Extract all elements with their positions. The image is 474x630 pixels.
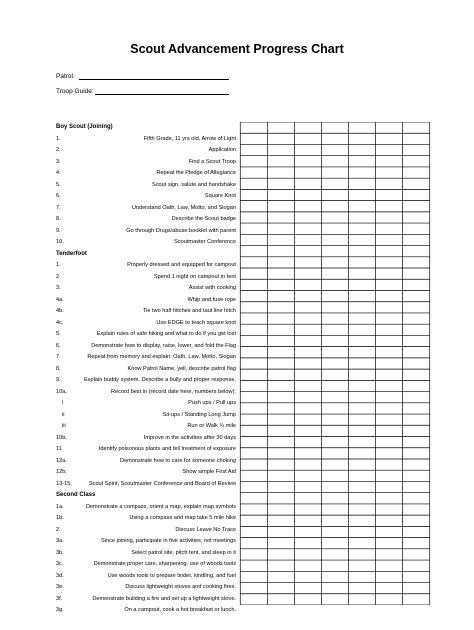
- requirement-text: Run or Walk ¼ mile: [187, 423, 236, 429]
- item-number: 4b.: [56, 308, 64, 314]
- requirement-text: Square Knot: [204, 193, 236, 199]
- requirement-text: Select patrol site, pitch tent, and sleep in it: [131, 549, 236, 556]
- item-number: 8.: [56, 365, 61, 372]
- item-number: 8.: [56, 216, 61, 222]
- item-number: 12b.: [56, 469, 67, 475]
- item-number: 3a.: [56, 538, 64, 544]
- item-number: 3b.: [56, 549, 64, 556]
- requirement-text: Demonstrate a compass, orient a map, explain map symbols: [85, 503, 236, 510]
- progress-grid: [238, 122, 432, 605]
- requirement-text: Use EDGE to teach square knot: [156, 319, 236, 326]
- item-number: 1b.: [56, 515, 64, 521]
- item-number: 3e.: [56, 584, 64, 590]
- requirement-text: Demonstrate building a fire and set up a lightweight stove.: [92, 595, 236, 602]
- requirement-text: Whip and fuse rope: [187, 296, 236, 303]
- requirement-text: Repeat the Pledge of Allegiance: [156, 170, 236, 176]
- item-number: 3c.: [56, 561, 64, 567]
- item-number: i: [62, 400, 64, 406]
- item-number: 6.: [56, 193, 61, 199]
- troop-guide-label: Troop Guide:: [56, 88, 94, 95]
- item-number: 3f.: [56, 595, 63, 602]
- item-number: 7.: [56, 204, 61, 211]
- requirement-text: Using a compass and map take 5 mile hike: [129, 515, 236, 521]
- requirement-text: On a campout, cook a hot breakfast or lunch.: [124, 607, 236, 613]
- item-number: 5.: [56, 331, 61, 337]
- item-number: 3d.: [56, 572, 64, 579]
- requirement-text: Explain rules of safe hiking and what to do if you get lost: [96, 331, 236, 337]
- item-number: 4.: [56, 170, 61, 176]
- troop-guide-field-line[interactable]: [95, 94, 229, 95]
- requirement-text: Demonstrate how to display, raise, lower, and fold the Flag: [91, 342, 236, 349]
- requirement-text: Scoutmaster Conference: [174, 239, 236, 245]
- requirement-text: Record best in (record date here, numbers below):: [111, 388, 236, 395]
- item-number: ii: [62, 411, 65, 418]
- item-number: 4c.: [56, 319, 64, 326]
- item-number: 1.: [56, 262, 61, 268]
- requirement-text: Scout sign, salute and handshake: [152, 181, 236, 188]
- requirement-text: Fifth Grade, 11 yrs old, Arrow of Light: [143, 135, 236, 142]
- requirement-text: Application: [208, 147, 236, 153]
- requirement-text: Know Patrol Name, yell, describe patrol flag: [127, 365, 236, 372]
- section-heading: Second Class: [56, 492, 96, 498]
- requirement-text: Find a Scout Troop: [188, 158, 236, 165]
- requirement-text: Since joining, participate in five activities, not meetings: [101, 538, 236, 544]
- item-number: 1a.: [56, 503, 64, 510]
- item-number: 13-15.: [56, 480, 72, 487]
- requirement-text: Describe the Scout badge: [171, 216, 236, 222]
- requirement-text: Demonstrate proper care, sharpening, use of woods tools: [93, 561, 236, 567]
- requirement-text: Assist with cooking: [188, 285, 236, 291]
- requirement-text: Sit-ups / Standing Long Jump: [162, 411, 236, 418]
- item-number: iii: [62, 423, 66, 429]
- item-number: 5.: [56, 181, 61, 188]
- item-number: 4a.: [56, 296, 64, 303]
- requirement-text: Improve in the activities after 30 days: [143, 434, 236, 441]
- requirement-text: Properly dressed and equipped for campout: [127, 262, 236, 268]
- item-number: 10a.: [56, 388, 67, 395]
- item-number: 1.: [56, 135, 61, 142]
- requirement-text: Go through Drugs/abuse booklet with parent: [126, 227, 236, 234]
- requirement-text: Discuss Leave No Trace: [175, 526, 236, 533]
- requirement-text: Identify poisonous plants and tell treatment of exposure: [98, 446, 236, 452]
- requirement-text: Push ups / Pull ups: [188, 400, 236, 406]
- item-number: 2.: [56, 273, 61, 280]
- section-heading: Tenderfoot: [56, 250, 87, 257]
- requirement-text: Understand Oath, Law, Motto, and Slogan: [131, 204, 236, 211]
- item-number: 3.: [56, 158, 61, 165]
- item-number: 3.: [56, 285, 61, 291]
- section-heading: Boy Scout (Joining): [56, 124, 113, 130]
- item-number: 2.: [56, 526, 61, 533]
- item-number: 9.: [56, 227, 61, 234]
- page-title: Scout Advancement Progress Chart: [130, 42, 344, 56]
- requirement-text: Repeat from memory and explain: Oath, Law, Motto, Slogan: [87, 354, 236, 360]
- item-number: 6.: [56, 342, 61, 349]
- requirement-text: Scout Spirit, Scoutmaster Conference and Board of Review: [88, 480, 236, 487]
- item-number: 10.: [56, 239, 64, 245]
- item-number: 10b.: [56, 434, 67, 441]
- requirement-text: Discuss lightweight stoves and cooking fires.: [125, 584, 236, 590]
- requirement-text: Use woods tools to prepare tinder, kindling, and fuel: [107, 572, 236, 579]
- item-number: 2.: [56, 147, 61, 153]
- item-number: 12a.: [56, 457, 67, 464]
- item-number: 7.: [56, 354, 61, 360]
- requirement-text: Tie two half hitches and taut line hitch: [142, 308, 236, 314]
- item-number: 3g.: [56, 607, 64, 613]
- patrol-label: Patrol:: [56, 73, 75, 80]
- item-number: 11: [56, 446, 62, 452]
- patrol-field-line[interactable]: [79, 79, 229, 80]
- requirement-text: Show simple First Aid: [182, 469, 236, 475]
- requirement-text: Spend 1 night on campout in tent: [153, 273, 236, 280]
- requirement-text: Demonstrate how to care for someone choking: [120, 457, 236, 464]
- requirement-text: Explain buddy system. Describe a bully and proper response.: [83, 377, 236, 383]
- item-number: 9.: [56, 377, 61, 383]
